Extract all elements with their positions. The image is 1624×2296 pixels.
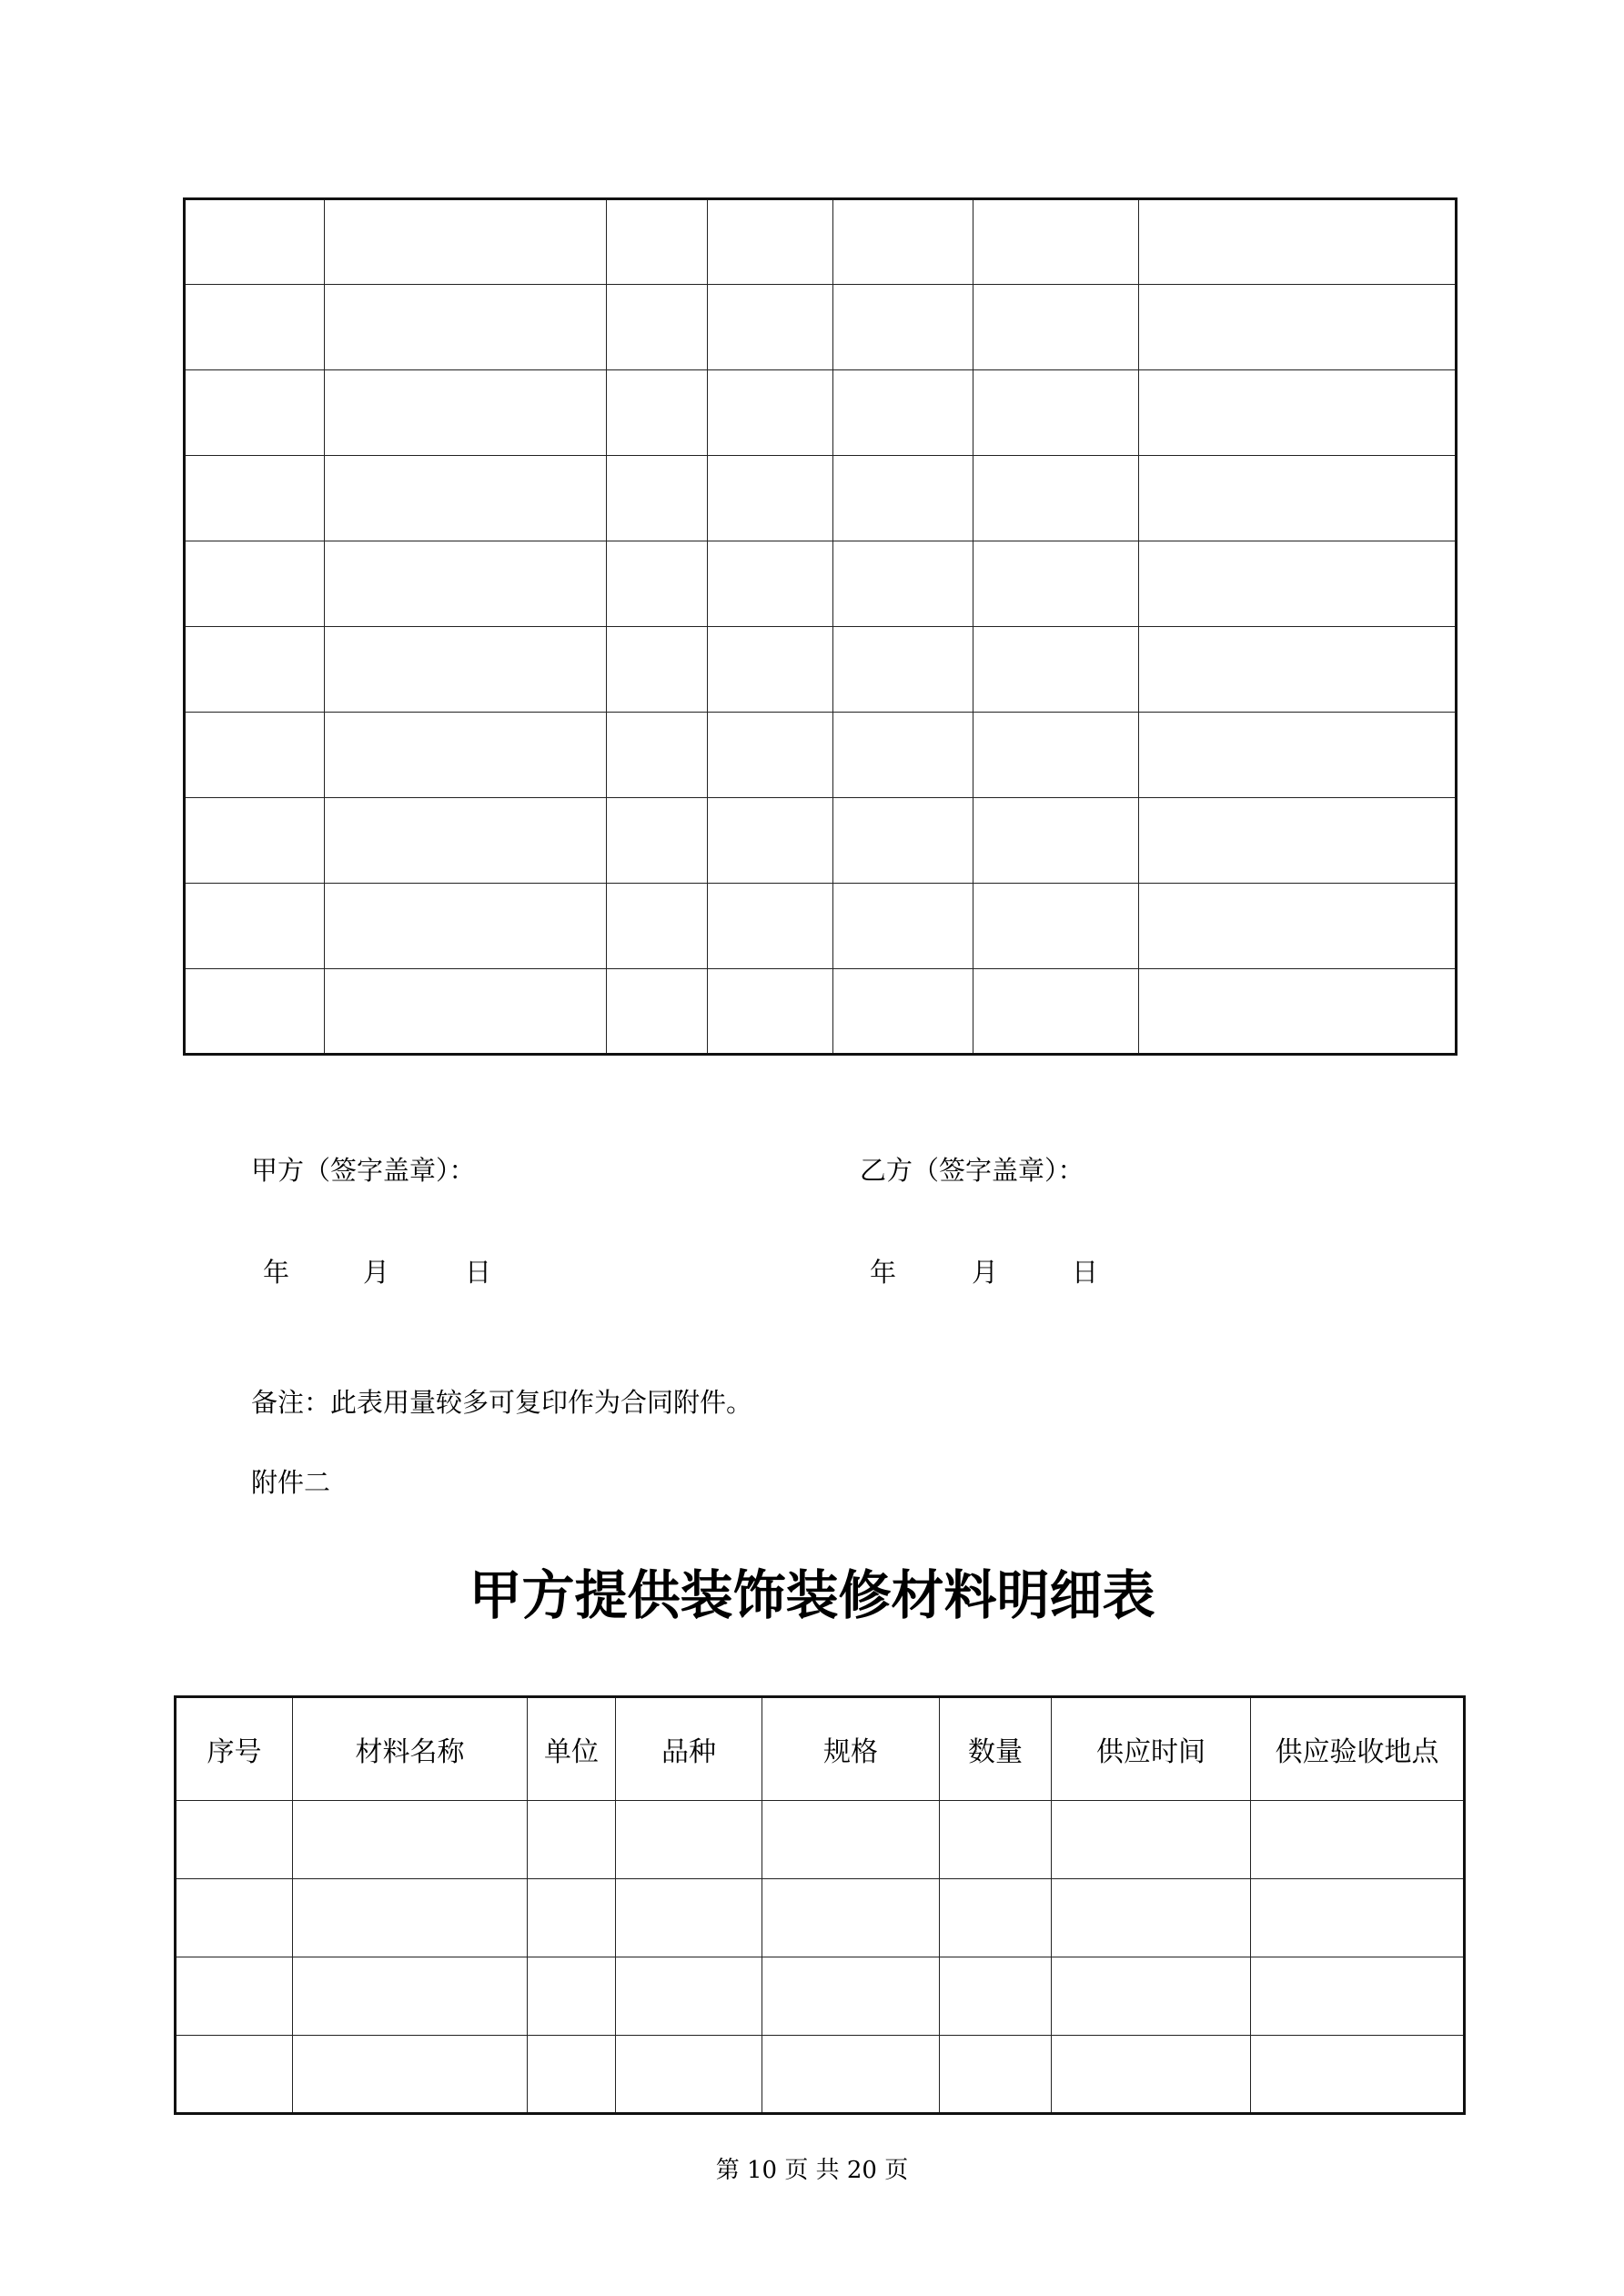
table-row	[185, 199, 1457, 285]
column-header: 规格	[762, 1697, 940, 1801]
table-cell	[1139, 456, 1457, 541]
party-a-signature-label: 甲方（签字盖章）：	[251, 1155, 476, 1186]
table-cell	[833, 798, 973, 884]
table-cell	[973, 370, 1139, 456]
table-cell	[185, 199, 325, 285]
table-cell	[185, 456, 325, 541]
table-cell	[185, 969, 325, 1055]
table-row	[176, 1879, 1465, 1957]
party-a-month: 月	[363, 1257, 390, 1288]
table-cell	[833, 456, 973, 541]
table-cell	[973, 541, 1139, 627]
table-cell	[708, 884, 833, 969]
table-cell	[940, 1957, 1052, 2036]
table-cell	[616, 2036, 762, 2114]
table-cell	[1052, 1957, 1251, 2036]
table-row	[176, 1801, 1465, 1879]
table-cell	[293, 1957, 528, 2036]
table-cell	[940, 1879, 1052, 1957]
table-cell	[833, 627, 973, 713]
table-cell	[185, 798, 325, 884]
table-cell	[607, 713, 708, 798]
table-row	[185, 541, 1457, 627]
table-cell	[973, 199, 1139, 285]
column-header: 单位	[528, 1697, 616, 1801]
page-title: 甲方提供装饰装修材料明细表	[469, 1564, 1155, 1626]
table-row	[176, 2036, 1465, 2114]
table-cell	[1251, 1879, 1465, 1957]
table-cell	[607, 798, 708, 884]
table-cell	[762, 1801, 940, 1879]
party-b-day: 日	[1072, 1257, 1099, 1288]
table-cell	[607, 456, 708, 541]
table-header-row	[176, 1697, 1465, 1801]
column-header: 数量	[940, 1697, 1052, 1801]
table-cell	[708, 627, 833, 713]
table-cell	[708, 541, 833, 627]
column-header: 品种	[616, 1697, 762, 1801]
table-cell	[528, 1801, 616, 1879]
table-cell	[185, 713, 325, 798]
note-text: 备注：此表用量较多可复印作为合同附件。	[251, 1387, 753, 1418]
table-cell	[940, 1801, 1052, 1879]
table-cell	[528, 1879, 616, 1957]
table-cell	[607, 627, 708, 713]
table-row	[176, 1957, 1465, 2036]
table-cell	[607, 541, 708, 627]
table-row	[185, 285, 1457, 370]
column-header: 供应时间	[1052, 1697, 1251, 1801]
party-b-year: 年	[870, 1257, 897, 1288]
table-cell	[325, 969, 607, 1055]
table-row	[185, 456, 1457, 541]
column-header: 序号	[176, 1697, 293, 1801]
table-cell	[833, 285, 973, 370]
table-cell	[185, 627, 325, 713]
table-cell	[185, 541, 325, 627]
table-cell	[607, 370, 708, 456]
table-cell	[616, 1879, 762, 1957]
table-cell	[616, 1957, 762, 2036]
table-cell	[708, 713, 833, 798]
table-cell	[973, 627, 1139, 713]
table-cell	[708, 285, 833, 370]
table-cell	[1139, 370, 1457, 456]
table-cell	[176, 1801, 293, 1879]
table-cell	[325, 285, 607, 370]
table-cell	[1052, 2036, 1251, 2114]
table-cell	[708, 199, 833, 285]
party-b-month: 月	[972, 1257, 999, 1288]
table-cell	[833, 199, 973, 285]
table-row	[185, 713, 1457, 798]
table-cell	[1139, 969, 1457, 1055]
materials-table	[174, 1695, 1466, 2115]
table-row	[185, 884, 1457, 969]
table-cell	[325, 541, 607, 627]
table-cell	[973, 713, 1139, 798]
table-cell	[185, 884, 325, 969]
column-header: 供应验收地点	[1251, 1697, 1465, 1801]
table-cell	[325, 370, 607, 456]
attachment-label: 附件二	[251, 1467, 331, 1498]
table-cell	[607, 199, 708, 285]
table-cell	[325, 456, 607, 541]
table-row	[185, 798, 1457, 884]
party-a-year: 年	[263, 1257, 290, 1288]
table-row	[185, 627, 1457, 713]
table-cell	[708, 798, 833, 884]
table-cell	[616, 1801, 762, 1879]
table-cell	[833, 969, 973, 1055]
table-cell	[1139, 798, 1457, 884]
table-cell	[176, 1879, 293, 1957]
table-cell	[762, 1957, 940, 2036]
party-b-signature-label: 乙方（签字盖章）：	[860, 1155, 1084, 1186]
table-cell	[528, 1957, 616, 2036]
table-cell	[1052, 1879, 1251, 1957]
table-cell	[708, 456, 833, 541]
table-cell	[833, 541, 973, 627]
table-cell	[1139, 285, 1457, 370]
table-cell	[1139, 627, 1457, 713]
table-cell	[325, 798, 607, 884]
table-cell	[607, 969, 708, 1055]
table-cell	[325, 884, 607, 969]
party-a-day: 日	[465, 1257, 492, 1288]
table-cell	[185, 285, 325, 370]
table-cell	[973, 969, 1139, 1055]
upper-blank-table	[183, 197, 1458, 1056]
table-cell	[528, 2036, 616, 2114]
table-cell	[607, 884, 708, 969]
table-cell	[185, 370, 325, 456]
table-cell	[1251, 1957, 1465, 2036]
table-cell	[293, 1801, 528, 1879]
table-cell	[1139, 713, 1457, 798]
table-cell	[940, 2036, 1052, 2114]
column-header: 材料名称	[293, 1697, 528, 1801]
table-cell	[176, 1957, 293, 2036]
table-cell	[325, 627, 607, 713]
table-row	[185, 370, 1457, 456]
page-footer: 第 10 页 共 20 页	[715, 2157, 909, 2184]
table-cell	[1139, 884, 1457, 969]
table-cell	[1251, 1801, 1465, 1879]
table-cell	[325, 199, 607, 285]
table-cell	[1139, 541, 1457, 627]
table-cell	[973, 456, 1139, 541]
table-cell	[973, 798, 1139, 884]
table-cell	[708, 370, 833, 456]
table-cell	[1052, 1801, 1251, 1879]
table-cell	[762, 2036, 940, 2114]
table-cell	[762, 1879, 940, 1957]
table-cell	[325, 713, 607, 798]
table-cell	[293, 1879, 528, 1957]
table-cell	[607, 285, 708, 370]
table-cell	[176, 2036, 293, 2114]
table-cell	[973, 884, 1139, 969]
table-row	[185, 969, 1457, 1055]
table-cell	[708, 969, 833, 1055]
table-cell	[293, 2036, 528, 2114]
table-cell	[833, 370, 973, 456]
table-cell	[833, 713, 973, 798]
table-cell	[833, 884, 973, 969]
table-cell	[1251, 2036, 1465, 2114]
table-cell	[973, 285, 1139, 370]
table-cell	[1139, 199, 1457, 285]
